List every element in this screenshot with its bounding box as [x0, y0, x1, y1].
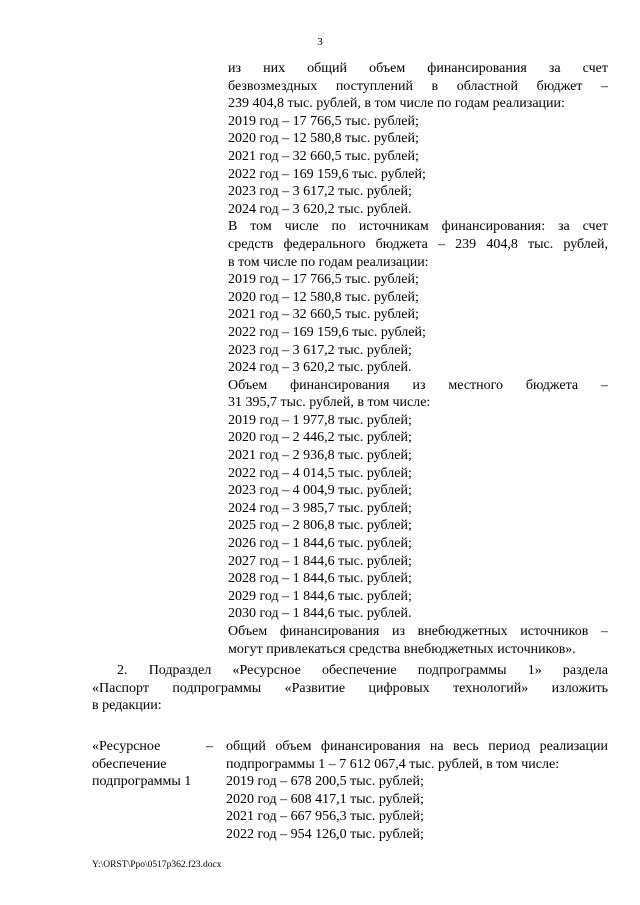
- word: областной: [456, 78, 519, 94]
- text-line: 2022 год – 169 159,6 тыс. рублей;: [228, 324, 426, 340]
- text-line: подпрограммы 1 – 7 612 067,4 тыс. рублей, в том числе:: [226, 756, 560, 772]
- word: финансирования:: [441, 219, 546, 235]
- text-line: 2022 год – 4 014,5 тыс. рублей;: [228, 465, 412, 481]
- word: 1»: [527, 663, 542, 678]
- word: подпрограммы: [417, 663, 507, 678]
- table-label-line: подпрограммы 1: [92, 774, 192, 790]
- word: В: [228, 219, 238, 235]
- word: источников: [520, 624, 589, 639]
- word: финансирования: [279, 624, 380, 639]
- text-line: [92, 680, 608, 698]
- text-line: [228, 78, 608, 96]
- word: местного: [448, 377, 504, 393]
- word: источникам: [358, 219, 429, 235]
- word: финансирования: [320, 739, 421, 754]
- word: Объем: [228, 377, 268, 393]
- word: финансирования: [290, 377, 390, 393]
- text-line: [228, 623, 608, 641]
- word: раздела: [562, 663, 608, 678]
- word: поступлений: [335, 78, 413, 94]
- word: внебюджетных: [417, 624, 508, 639]
- table-label-cell: [92, 738, 202, 791]
- word: реализации: [539, 739, 608, 754]
- text-line: 2027 год – 1 844,6 тыс. рублей;: [228, 553, 412, 569]
- word: за: [548, 61, 561, 76]
- word: общий: [226, 739, 266, 754]
- word: 2.: [117, 663, 128, 678]
- text-line: [228, 60, 608, 78]
- word: безвозмездных: [228, 78, 318, 94]
- word: из: [228, 61, 242, 76]
- table-label-line: «Ресурсное: [92, 739, 161, 754]
- word: бюджета: [375, 236, 428, 252]
- word: финансирования: [427, 61, 527, 76]
- word: в: [431, 78, 439, 94]
- text-line: 2019 год – 17 766,5 тыс. рублей;: [228, 113, 419, 129]
- text-line: 2030 год – 1 844,6 тыс. рублей.: [228, 606, 412, 622]
- word: общий: [307, 61, 348, 76]
- text-line: 2021 год – 32 660,5 тыс. рублей;: [228, 307, 419, 323]
- text-line: могут привлекаться средства внебюджетных источников».: [228, 641, 576, 657]
- text-line: 2020 год – 608 417,1 тыс. рублей;: [226, 791, 424, 807]
- table-value-cell: [226, 738, 608, 844]
- table-dash: –: [206, 739, 213, 754]
- word: изложить: [551, 680, 608, 696]
- text-line: 2020 год – 12 580,8 тыс. рублей;: [228, 289, 419, 305]
- text-line: 2020 год – 2 446,2 тыс. рублей;: [228, 430, 412, 446]
- text-line: 2020 год – 12 580,8 тыс. рублей;: [228, 131, 419, 147]
- text-line: 2019 год – 17 766,5 тыс. рублей;: [228, 272, 419, 288]
- text-line: 2025 год – 2 806,8 тыс. рублей;: [228, 518, 412, 534]
- word: федерального: [283, 236, 366, 252]
- word: счет: [582, 61, 608, 76]
- word: из: [412, 377, 426, 393]
- word: объем: [369, 61, 406, 76]
- text-line: 2022 год – 954 126,0 тыс. рублей;: [226, 826, 424, 842]
- word: –: [600, 78, 608, 94]
- text-line: 2021 год – 2 936,8 тыс. рублей;: [228, 448, 412, 464]
- word: –: [438, 236, 446, 252]
- text-line: 2029 год – 1 844,6 тыс. рублей;: [228, 588, 412, 604]
- text-line: 2023 год – 3 617,2 тыс. рублей;: [228, 342, 412, 358]
- table-label-line: обеспечение: [92, 756, 167, 772]
- text-line: 2028 год – 1 844,6 тыс. рублей;: [228, 571, 412, 587]
- section-2-paragraph: [92, 662, 608, 715]
- word: «Паспорт: [92, 680, 149, 696]
- text-line: 2023 год – 3 617,2 тыс. рублей;: [228, 184, 412, 200]
- text-line: [228, 218, 608, 236]
- word: технологий»: [453, 680, 529, 696]
- word: весь: [453, 739, 479, 754]
- word: средств: [228, 236, 274, 252]
- text-line: 31 395,7 тыс. рублей, в том числе:: [228, 395, 431, 411]
- word: бюджета: [525, 377, 579, 393]
- word: на: [429, 739, 444, 754]
- word: 404,8: [486, 236, 518, 252]
- word: тыс.: [527, 236, 554, 252]
- word: них: [263, 61, 286, 76]
- word: за: [557, 219, 570, 235]
- text-line: [92, 662, 608, 680]
- word: по: [331, 219, 346, 235]
- word: период: [488, 739, 531, 754]
- text-line: 2026 год – 1 844,6 тыс. рублей;: [228, 536, 412, 552]
- word: объем: [275, 739, 312, 754]
- word: счет: [582, 219, 608, 235]
- text-line: 2024 год – 3 620,2 тыс. рублей.: [228, 360, 412, 376]
- word: –: [600, 377, 608, 393]
- text-line: 2019 год – 678 200,5 тыс. рублей;: [226, 774, 424, 790]
- word: бюджет: [536, 78, 583, 94]
- financing-details: [228, 60, 608, 658]
- word: «Развитие: [284, 680, 346, 696]
- word: том: [250, 219, 272, 235]
- page-number: 3: [317, 36, 323, 48]
- text-line: [228, 377, 608, 395]
- text-line: в редакции:: [92, 698, 162, 714]
- text-line: в том числе по годам реализации:: [228, 254, 429, 270]
- text-line: 239 404,8 тыс. рублей, в том числе по годам реализации:: [228, 96, 565, 112]
- word: цифровых: [368, 680, 430, 696]
- text-line: 2023 год – 4 004,9 тыс. рублей;: [228, 483, 412, 499]
- word: подпрограммы: [172, 680, 262, 696]
- text-line: 2021 год – 667 956,3 тыс. рублей;: [226, 809, 424, 825]
- word: обеспечение: [322, 663, 397, 678]
- text-line: 2024 год – 3 985,7 тыс. рублей;: [228, 500, 412, 516]
- text-line: 2021 год – 32 660,5 тыс. рублей;: [228, 148, 419, 164]
- text-line: 2022 год – 169 159,6 тыс. рублей;: [228, 166, 426, 182]
- text-line: 2019 год – 1 977,8 тыс. рублей;: [228, 412, 412, 428]
- word: –: [600, 624, 608, 639]
- text-line: [226, 738, 608, 756]
- word: числе: [284, 219, 319, 235]
- text-line: 2024 год – 3 620,2 тыс. рублей.: [228, 201, 412, 217]
- word: Подраздел: [148, 663, 212, 678]
- word: «Ресурсное: [232, 663, 301, 678]
- word: Объем: [228, 624, 268, 639]
- footer-file-path: Y:\ORST\Ppo\0517p362.f23.docx: [92, 860, 222, 870]
- text-line: [228, 236, 608, 254]
- word: 239: [455, 236, 477, 252]
- word: из: [391, 624, 406, 639]
- word: рублей,: [563, 236, 608, 252]
